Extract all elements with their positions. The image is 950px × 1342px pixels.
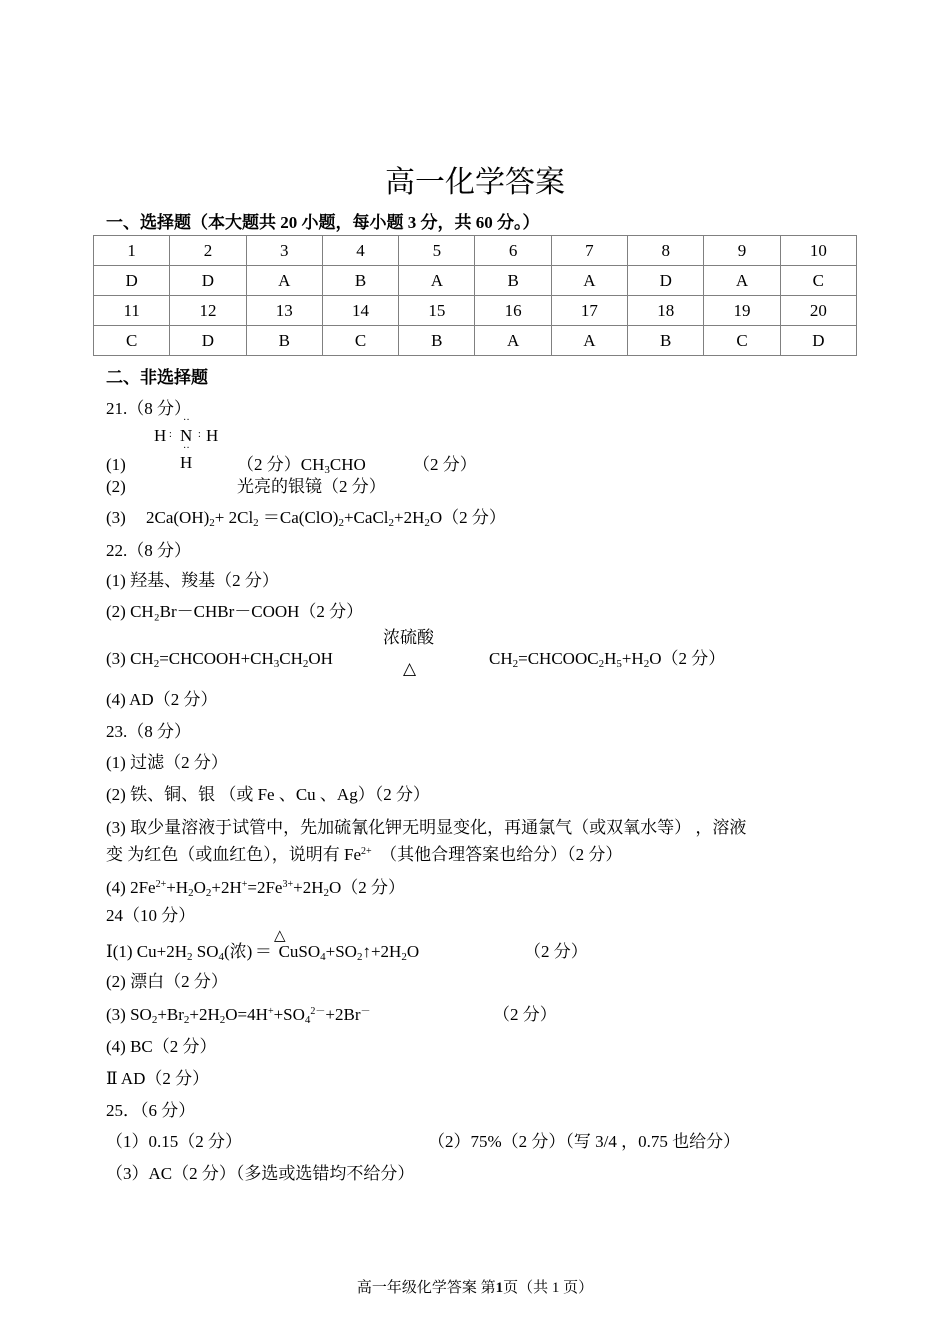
answer-cell: C [94,326,170,356]
q21-p3-equation: $2Ca(OH)_2+ 2Cl_2$ $=Ca(ClO)_2+CaCl_2+2H_2O(2$ 分） [146,508,506,529]
answer-cell: A [704,266,780,296]
q23-p3-text-a: 变 为红色（或血红色），说明有 Fe [106,845,361,864]
footer-page-number: 1 [495,1280,504,1296]
q22-condition: 浓硫酸 [383,628,434,647]
q23-part3-line2: 变 为红色（或血红色），说明有 $Fe^{2+}$ （其他合理答案也给分）（2 分） [106,845,623,864]
answer-cell: A [399,266,475,296]
answer-cell: D [780,326,856,356]
answer-cell: A [246,266,322,296]
question-number-cell: 15 [399,296,475,326]
bond-dots-bottom: ·· [183,443,190,454]
q24-part1: Ⅰ(1) $Cu+2H_2$ $SO_4$(浓) ＝ $CuSO_4+SO_2↑+2H_2O$ [106,942,420,963]
answer-cell: C [780,266,856,296]
q25-part2: （2）75%（2 分）（写 3/4 ，0.75 也给分） [428,1132,741,1151]
question-number-cell: 13 [246,296,322,326]
q23-part1: (1) 过滤（2 分） [106,753,228,772]
answer-cell: D [170,266,246,296]
q23-part2: (2) 铁、铜、银 （或 Fe 、Cu 、Ag）（2 分） [106,785,430,804]
q25-part1: （1）0.15（2 分） [106,1132,242,1151]
question-number-cell: 1 [94,236,170,266]
q25-header: 25．（6 分） [106,1101,196,1120]
question-number-cell: 3 [246,236,322,266]
answer-cell: B [628,326,704,356]
answer-cell: C [704,326,780,356]
page-footer [0,1276,950,1297]
q23-part3-line1: (3) 取少量溶液于试管中，先加硫氰化钾无明显变化，再通氯气（或双氧水等） ，溶液 [106,818,747,837]
answer-cell: A [551,326,627,356]
section2-heading: 二、非选择题 [106,368,208,387]
footer-text-b: 页（共 1 页） [503,1280,594,1296]
q21-p1-score-a: （2 分） [237,455,301,474]
answer-cell: D [94,266,170,296]
question-number-cell: 9 [704,236,780,266]
question-number-row [94,236,857,266]
lewis-n: N [180,426,193,445]
q23-header: 23.（8 分） [106,722,191,741]
q21-part1 [106,455,126,475]
q24-part4: (4) BC（2 分） [106,1037,217,1056]
q24-heat: △ [274,928,286,944]
question-number-cell: 10 [780,236,856,266]
answer-table [93,235,857,356]
lewis-h-bottom: H [180,453,193,472]
q21-p2-text: 光亮的银镜（2 分） [237,477,386,496]
q21-p1-num: (1) [106,455,126,474]
question-number-cell: 14 [322,296,398,326]
q23-p4-score: （2 分） [341,878,406,897]
q22-part1: (1) 羟基、羧基（2 分） [106,571,279,590]
q22-header: 22.（8 分） [106,541,191,560]
q21-p3-num: (3) [106,508,126,527]
q22-p3-products: $CH_2=CHCOOC_2H_5+H_2O(2$ 分） [489,649,726,670]
answer-cell: C [322,326,398,356]
question-number-cell: 2 [170,236,246,266]
answer-cell: A [551,266,627,296]
question-number-cell: 8 [628,236,704,266]
bond-dots-left: : [169,429,172,440]
question-number-cell: 11 [94,296,170,326]
answer-cell: B [322,266,398,296]
q22-heat: △ [403,659,417,678]
answer-cell: D [628,266,704,296]
question-number-cell: 6 [475,236,551,266]
q21-p2-num: (2) [106,477,126,496]
q23-p3-text-b: （其他合理答案也给分）（2 分） [380,845,623,864]
q21-header: 21.（8 分） [106,399,191,418]
q24-part5: Ⅱ AD（2 分） [106,1069,210,1088]
q24-header: 24（10 分） [106,906,196,925]
page-title: 高一化学答案 [385,166,565,199]
answer-row [94,266,857,296]
q21-p1-score-b: （2 分） [413,455,477,474]
ammonia-lewis-structure [154,416,224,474]
q21-p1-formula: $CH_3CHO$ [300,455,366,476]
answer-cell: B [399,326,475,356]
q22-part4: (4) AD（2 分） [106,690,218,709]
question-number-cell: 16 [475,296,551,326]
question-number-cell: 17 [551,296,627,326]
q24-p3-score: （2 分） [493,1005,557,1024]
q22-p3-reactants: (3) $CH_2=CHCOOH+CH_3CH_2OH$ [106,649,333,670]
question-number-row [94,296,857,326]
answer-cell: B [475,266,551,296]
bond-dots-right: : [198,429,201,440]
q21-part1-answer [237,455,366,475]
q22-part2: (2) CH₂Br－CHBr－COOH（2 分） [106,602,364,621]
q23-part4: (4) $2Fe^{2+}+H_2O_2+2H^+=2Fe^{3+}+2H_2O(2$ 分） [106,878,406,899]
q22-p3-score: （2 分） [661,649,726,668]
question-number-cell: 4 [322,236,398,266]
question-number-cell: 19 [704,296,780,326]
lone-pair-dots: ·· [183,415,190,426]
lewis-h-right: H [206,426,219,445]
question-number-cell: 18 [628,296,704,326]
answer-row [94,326,857,356]
section1-heading: 一、选择题（本大题共 20 小题，每小题 3 分，共 60 分。） [106,213,540,232]
equals-sign: ＝ [254,942,272,961]
question-number-cell: 7 [551,236,627,266]
footer-text-a: 高一年级化学答案 第 [356,1280,496,1296]
q24-p1-score: （2 分） [524,942,588,961]
q24-part3: (3) $SO_2+Br_2+2H_2O=4H^++SO_4^{2-}+2Br^-$ [106,1005,371,1026]
question-number-cell: 5 [399,236,475,266]
question-number-cell: 12 [170,296,246,326]
q25-part3: （3）AC（2 分）（多选或选错均不给分） [106,1164,415,1183]
lewis-h-left: H [154,426,167,445]
answer-cell: B [246,326,322,356]
q24-part2: (2) 漂白（2 分） [106,972,228,991]
question-number-cell: 20 [780,296,856,326]
q21-p3-score: （2 分） [442,508,506,527]
answer-cell: A [475,326,551,356]
answer-cell: D [170,326,246,356]
